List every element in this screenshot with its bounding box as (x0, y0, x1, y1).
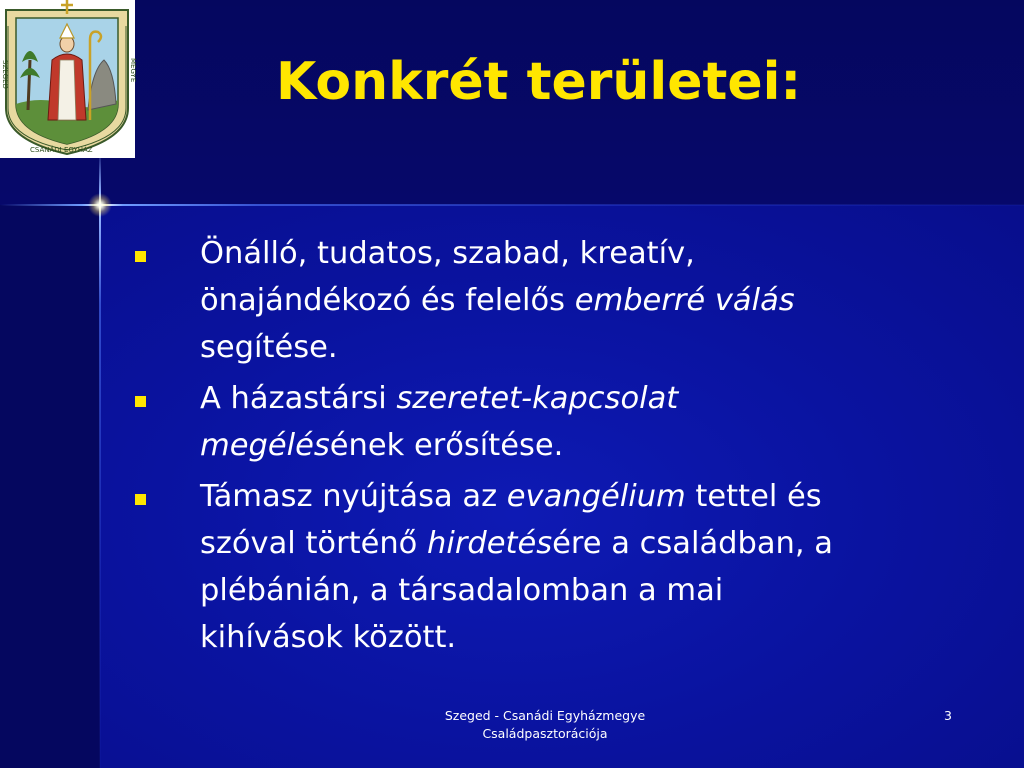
bullet-line (200, 422, 930, 469)
vertical-divider-line (99, 150, 101, 768)
bullet-line (200, 614, 930, 661)
bullet-text-italic: hirdetés (427, 526, 553, 561)
bullet-text: plébánián, a társadalomban a mai (200, 573, 724, 608)
left-band (0, 205, 100, 768)
bullet-line (200, 520, 930, 567)
bullet-text-italic: evangélium (506, 479, 686, 514)
bullet-item (130, 230, 930, 371)
slide-title: Konkrét területei: (276, 52, 802, 112)
diocese-coat-of-arms-icon (0, 0, 135, 158)
bullet-text: önajándékozó és felelős (200, 283, 575, 318)
bullet-text: A házastársi (200, 381, 397, 416)
bullet-line (200, 324, 930, 371)
footer-line-1: Szeged - Csanádi Egyházmegye (444, 708, 646, 723)
bullet-square-icon (135, 396, 146, 407)
bullet-text: segítése. (200, 330, 338, 365)
bullet-text-italic: megélés (200, 428, 330, 463)
bullet-text-italic: szeretet-kapcsolat (396, 381, 679, 416)
bullet-line (200, 277, 930, 324)
bullet-item (130, 473, 930, 661)
bullet-text: Önálló, tudatos, szabad, kreatív, (200, 236, 695, 271)
bullet-list (130, 230, 930, 665)
bullet-line (200, 230, 930, 277)
bullet-text: szóval történő (200, 526, 428, 561)
sparkle-icon (88, 193, 112, 217)
bullet-item (130, 375, 930, 469)
horizontal-divider-line (0, 204, 1024, 206)
bullet-text: ére a családban, a (552, 526, 833, 561)
bullet-text: ének erősítése. (329, 428, 564, 463)
bullet-text: tettel és (685, 479, 822, 514)
svg-text:MEGYE: MEGYE (129, 58, 137, 83)
bullet-text: Támasz nyújtása az (200, 479, 507, 514)
bullet-line (200, 473, 930, 520)
bullet-line (200, 375, 930, 422)
bullet-text: kihívások között. (200, 620, 457, 655)
page-number: 3 (944, 708, 952, 723)
bullet-line (200, 567, 930, 614)
bullet-square-icon (135, 251, 146, 262)
footer-text (400, 707, 690, 743)
footer-line-2: Családpasztorációja (482, 726, 608, 741)
svg-text:CSANÁDI EGYHÁZ: CSANÁDI EGYHÁZ (30, 146, 93, 154)
bullet-text-italic: emberré válás (574, 283, 795, 318)
bullet-square-icon (135, 494, 146, 505)
svg-text:SZEGED: SZEGED (1, 60, 9, 89)
